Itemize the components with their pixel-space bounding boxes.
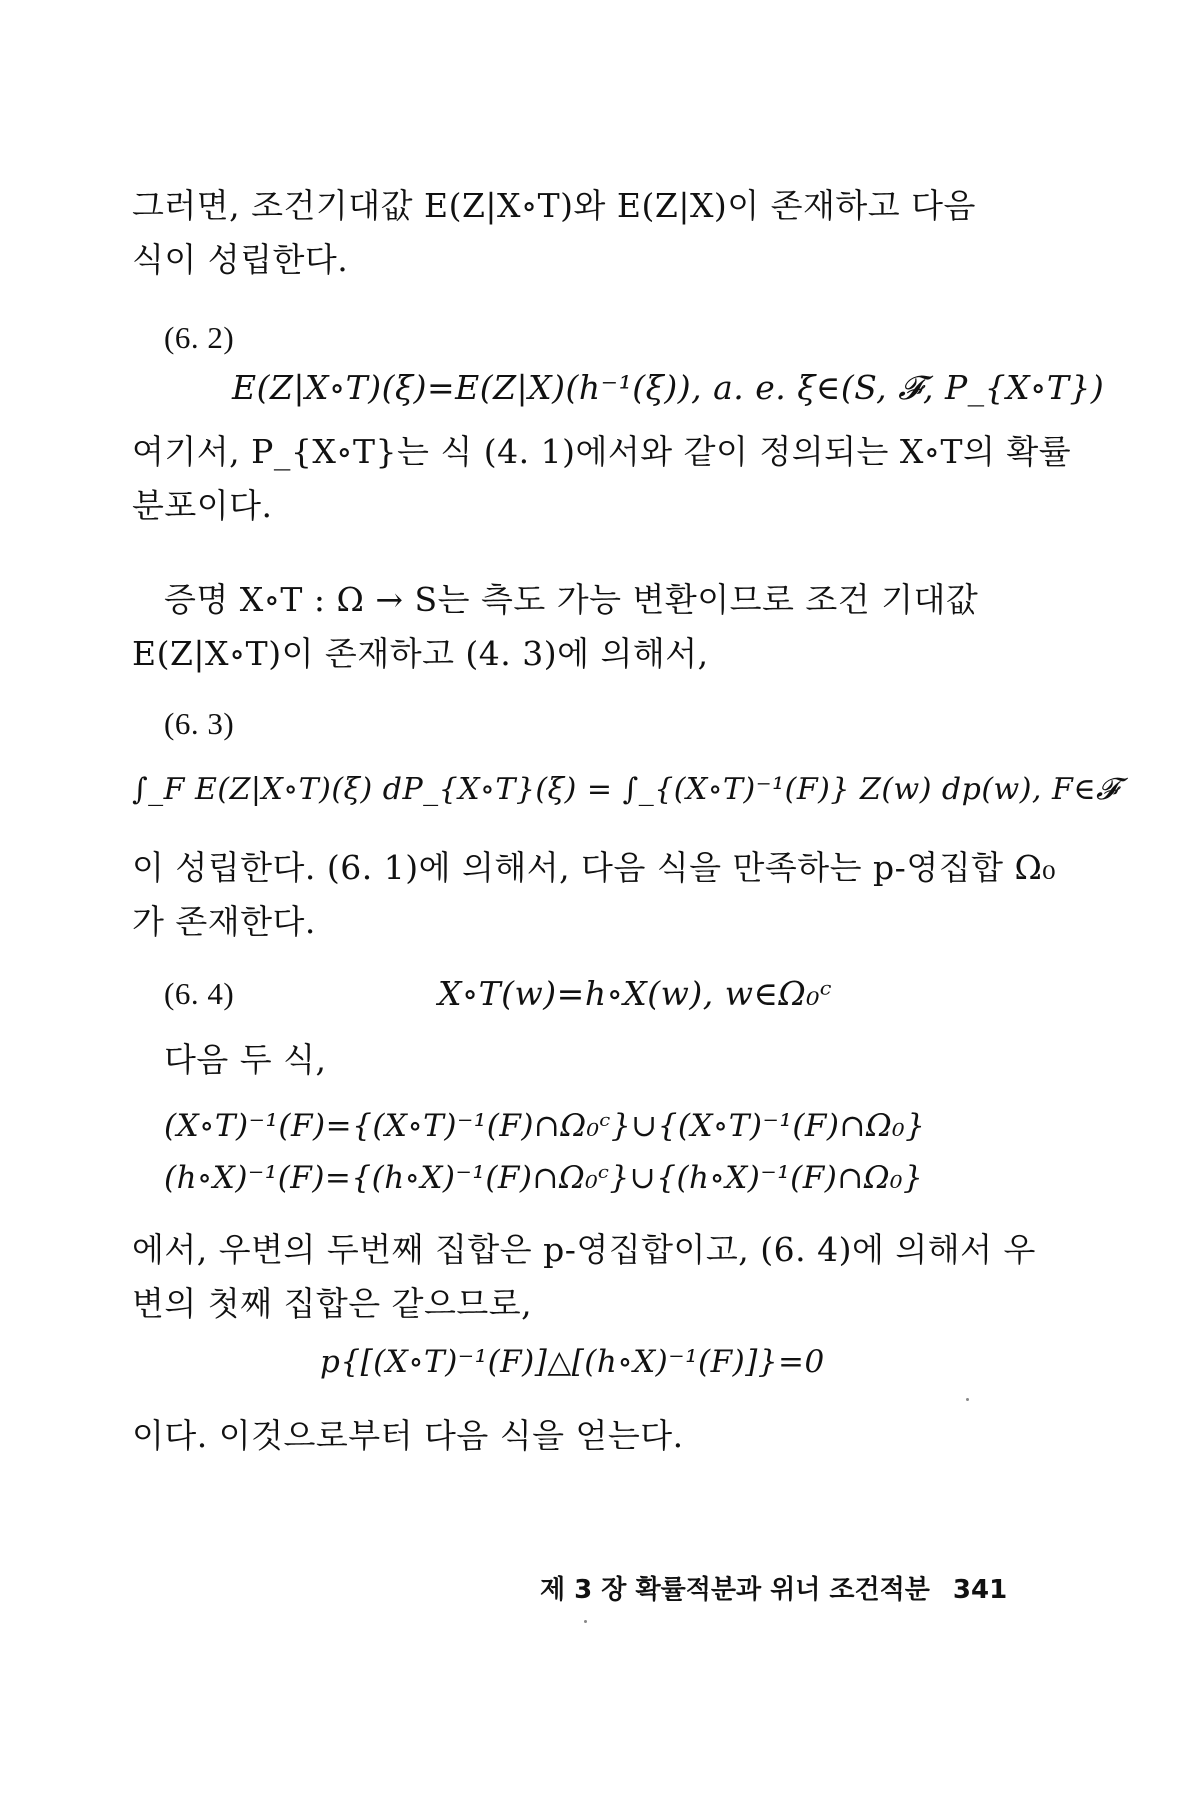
equation-label bbox=[164, 318, 234, 358]
set-equation-1: (X∘T)⁻¹(F)={(X∘T)⁻¹(F)∩Ω₀ᶜ}∪{(X∘T)⁻¹(F)∩Ω₀} bbox=[164, 1108, 926, 1144]
chapter-title: 제 3 장 확률적분과 위너 조건적분 bbox=[540, 1575, 930, 1605]
page-footer bbox=[540, 1574, 1007, 1606]
eq-6-2-label: (6. 2) bbox=[164, 320, 235, 355]
speck-mark bbox=[584, 1620, 587, 1623]
page-number: 341 bbox=[952, 1575, 1008, 1605]
p2-line-2: 분포이다. bbox=[132, 486, 273, 525]
p5-line-1: 에서, 우변의 두번째 집합은 p-영집합이고, (6. 4)에 의해서 우 bbox=[132, 1230, 1036, 1269]
eq-6-3-label: (6. 3) bbox=[164, 706, 235, 741]
symmetric-difference-equation: p{[(X∘T)⁻¹(F)]△[(h∘X)⁻¹(F)]}=0 bbox=[320, 1344, 825, 1380]
set-equation-2: (h∘X)⁻¹(F)={(h∘X)⁻¹(F)∩Ω₀ᶜ}∪{(h∘X)⁻¹(F)∩Ω₀} bbox=[164, 1160, 924, 1196]
equation bbox=[232, 368, 1104, 408]
paragraph-line bbox=[132, 432, 1071, 472]
equation bbox=[164, 1106, 925, 1146]
p6-line-1: 이다. 이것으로부터 다음 식을 얻는다. bbox=[132, 1416, 684, 1455]
equation-label bbox=[164, 704, 234, 744]
p1-line-1: 그러면, 조건기대값 E(Z|X∘T)와 E(Z|X)이 존재하고 다음 bbox=[132, 186, 976, 225]
paragraph-line bbox=[132, 240, 348, 280]
paragraph-line bbox=[164, 580, 978, 620]
paragraph-line bbox=[132, 486, 273, 526]
equation-label bbox=[164, 974, 234, 1014]
paragraph-line bbox=[132, 902, 316, 942]
eq-6-3: ∫_F E(Z|X∘T)(ξ) dP_{X∘T}(ξ) = ∫_{(X∘T)⁻¹(F)} Z(w) dp(w), F∈𝓕 bbox=[132, 772, 1119, 807]
equation bbox=[438, 974, 832, 1014]
p1-line-2: 식이 성립한다. bbox=[132, 240, 349, 279]
p2-line-1: 여기서, P_{X∘T}는 식 (4. 1)에서와 같이 정의되는 X∘T의 확률 bbox=[132, 432, 1072, 471]
paragraph-line bbox=[132, 634, 709, 674]
eq-6-2: E(Z|X∘T)(ξ)=E(Z|X)(h⁻¹(ξ)), a. e. ξ∈(S, 𝓕, P_{X∘T}) bbox=[232, 368, 1105, 407]
equation bbox=[132, 770, 1119, 810]
paragraph-line bbox=[132, 1416, 684, 1456]
equation bbox=[164, 1158, 923, 1198]
p4-line-1: 다음 두 식, bbox=[164, 1040, 327, 1079]
speck-mark bbox=[966, 1398, 969, 1401]
proof-line-1: 증명 X∘T : Ω → S는 측도 가능 변환이므로 조건 기대값 bbox=[164, 580, 979, 619]
equation bbox=[320, 1342, 825, 1382]
paragraph-line bbox=[132, 1230, 1036, 1270]
p3-line-1: 이 성립한다. (6. 1)에 의해서, 다음 식을 만족하는 p-영집합 Ω₀ bbox=[132, 848, 1057, 887]
paragraph-line bbox=[132, 848, 1056, 888]
eq-6-4-label: (6. 4) bbox=[164, 976, 235, 1011]
proof-line-2: E(Z|X∘T)이 존재하고 (4. 3)에 의해서, bbox=[132, 634, 709, 673]
p5-line-2: 변의 첫째 집합은 같으므로, bbox=[132, 1284, 533, 1323]
paragraph-line bbox=[164, 1040, 326, 1080]
paragraph-line bbox=[132, 1284, 532, 1324]
eq-6-4: X∘T(w)=h∘X(w), w∈Ω₀ᶜ bbox=[438, 974, 833, 1013]
paragraph-line bbox=[132, 186, 976, 226]
p3-line-2: 가 존재한다. bbox=[132, 902, 316, 941]
